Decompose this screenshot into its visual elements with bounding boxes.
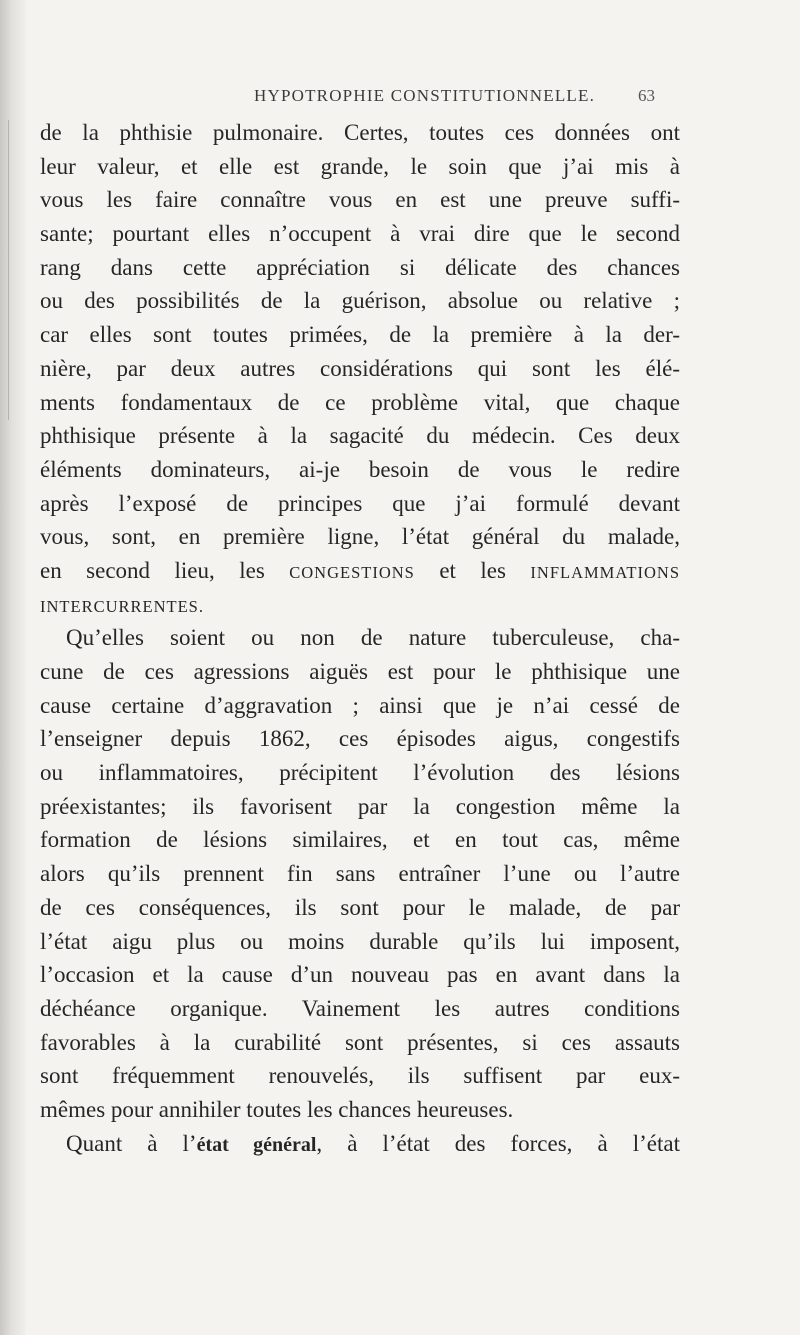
line-text: ou inflammatoires, précipitent l’évolution des lésions	[40, 760, 680, 786]
text-line	[40, 992, 680, 1026]
text-line	[40, 655, 680, 689]
line-text: et les	[414, 557, 531, 583]
text-line	[40, 150, 680, 184]
line-text: éléments dominateurs, ai-je besoin de vous le redire	[40, 456, 680, 482]
text-line	[40, 1093, 680, 1127]
line-text: après l’exposé de principes que j’ai formulé devant	[40, 490, 680, 516]
line-text: l’occasion et la cause d’un nouveau pas en avant dans la	[40, 962, 680, 988]
running-head	[0, 86, 800, 116]
body-text	[40, 116, 680, 1160]
text-line	[40, 689, 680, 723]
text-line	[40, 857, 680, 891]
line-text: l’enseigner depuis 1862, ces épisodes aigus, congestifs	[40, 726, 680, 752]
text-line	[40, 419, 680, 453]
line-text: sante; pourtant elles n’occupent à vrai dire que le second	[40, 221, 680, 247]
line-text: vous, sont, en première ligne, l’état général du malade,	[40, 524, 680, 550]
line-text: , à l’état des forces, à l’état	[316, 1130, 680, 1156]
text-line	[40, 116, 680, 150]
line-text: vous les faire connaître vous en est une preuve suffi-	[40, 187, 680, 213]
text-line	[40, 352, 680, 386]
text-line	[40, 958, 680, 992]
page-number: 63	[638, 86, 655, 105]
text-line	[40, 1059, 680, 1093]
text-line	[40, 386, 680, 420]
text-line	[40, 823, 680, 857]
line-text: Qu’elles soient ou non de nature tuberculeuse, cha-	[66, 625, 680, 651]
line-text: rang dans cette appréciation si délicate des chances	[40, 254, 680, 280]
line-text: phthisique présente à la sagacité du médecin. Ces deux	[40, 423, 680, 449]
line-text: nière, par deux autres considérations qui sont les élé-	[40, 355, 680, 381]
text-line	[40, 925, 680, 959]
line-text: leur valeur, et elle est grande, le soin que j’ai mis à	[40, 153, 680, 179]
text-line	[40, 891, 680, 925]
line-text: ments fondamentaux de ce problème vital, que chaque	[40, 389, 680, 415]
page-gutter-shadow	[0, 0, 26, 1335]
line-text: Quant à l’	[66, 1130, 197, 1156]
small-caps-text: INFLAMMATIONS	[530, 562, 680, 582]
text-line	[40, 621, 680, 655]
text-line	[40, 217, 680, 251]
text-line	[40, 318, 680, 352]
binding-edge	[8, 120, 9, 420]
line-text: alors qu’ils prennent fin sans entraîner l’une ou l’autre	[40, 861, 680, 887]
text-line	[40, 554, 680, 588]
text-line	[40, 756, 680, 790]
text-line	[40, 453, 680, 487]
small-caps-text: CONGESTIONS	[289, 562, 415, 582]
line-text: cause certaine d’aggravation ; ainsi que je n’ai cessé de	[40, 692, 680, 718]
line-text: préexistantes; ils favorisent par la congestion même la	[40, 793, 680, 819]
small-caps-text: INTERCURRENTES.	[40, 596, 204, 616]
text-line	[40, 588, 680, 622]
line-text: formation de lésions similaires, et en tout cas, même	[40, 827, 680, 853]
line-text: de la phthisie pulmonaire. Certes, toutes ces données ont	[40, 120, 680, 145]
text-line	[40, 520, 680, 554]
line-text: de ces conséquences, ils sont pour le malade, de par	[40, 894, 680, 920]
running-head-title: HYPOTROPHIE CONSTITUTIONNELLE.	[254, 86, 596, 105]
line-text: car elles sont toutes primées, de la première à la der-	[40, 322, 680, 348]
text-line	[40, 487, 680, 521]
line-text: déchéance organique. Vainement les autres conditions	[40, 995, 680, 1021]
text-line	[40, 1026, 680, 1060]
text-line	[40, 251, 680, 285]
text-line	[40, 284, 680, 318]
line-text: mêmes pour annihiler toutes les chances heureuses.	[40, 1096, 514, 1122]
text-line	[40, 1127, 680, 1161]
line-text: cune de ces agressions aiguës est pour le phthisique une	[40, 659, 680, 684]
text-line	[40, 790, 680, 824]
text-line	[40, 722, 680, 756]
line-text: ou des possibilités de la guérison, absolue ou relative ;	[40, 288, 680, 314]
bold-text: état général	[196, 1133, 317, 1156]
line-text: sont fréquemment renouvelés, ils suffisent par eux-	[40, 1063, 680, 1089]
text-line	[40, 183, 680, 217]
line-text: favorables à la curabilité sont présentes, si ces assauts	[40, 1029, 680, 1055]
line-text: en second lieu, les	[40, 557, 290, 583]
line-text: l’état aigu plus ou moins durable qu’ils lui imposent,	[40, 928, 680, 954]
